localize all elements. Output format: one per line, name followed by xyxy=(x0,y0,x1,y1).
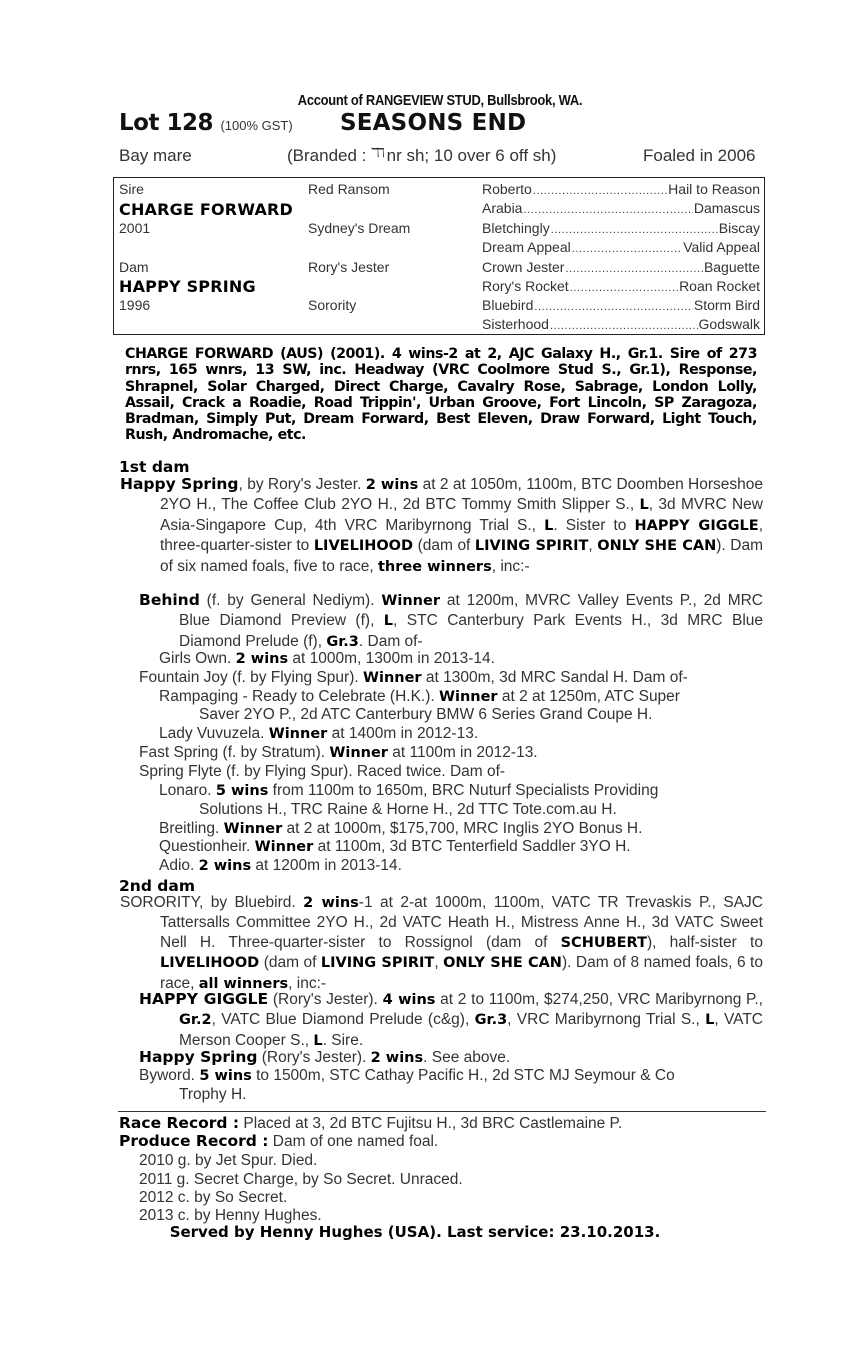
text: Rampaging - Ready to Celebrate (H.K.). xyxy=(159,688,439,705)
colour-sex: Bay mare xyxy=(119,146,192,165)
bold-text: all winners xyxy=(198,975,289,992)
progeny-entry-girls-own xyxy=(159,649,495,669)
race-record xyxy=(119,1114,622,1133)
leader-dots xyxy=(534,297,693,313)
pedigree-gen3-row xyxy=(482,239,760,258)
sire-year: 2001 xyxy=(119,220,151,236)
text: , VRC Maribyrnong Trial S., xyxy=(507,1011,706,1029)
pedigree-gen3-row xyxy=(482,297,760,316)
race-record-text: Placed at 3, 2d BTC Fujitsu H., 3d BRC Castlemaine P. xyxy=(239,1115,623,1132)
leader-dots xyxy=(570,278,678,294)
text: at 1100m, 3d BTC Tenterfield Saddler 3YO H. xyxy=(313,838,631,855)
bold-text: three winners xyxy=(377,558,492,575)
leader-dots xyxy=(572,239,682,255)
bold-text: L xyxy=(383,613,394,630)
text: , three-quarter-sister to xyxy=(160,516,763,555)
dam-name: Happy Spring xyxy=(120,475,239,493)
text: , inc:- xyxy=(491,557,530,575)
bold-text: L xyxy=(639,497,649,514)
bold-text: 2 wins xyxy=(198,858,252,874)
produce-item: 2012 c. by So Secret. xyxy=(139,1189,288,1206)
bold-text: Winner xyxy=(254,839,314,855)
horse-name: SEASONS END xyxy=(340,110,527,136)
sire-label: Sire xyxy=(119,181,144,197)
text: , 3d MVRC New Asia-Singapore Cup, 4th VRC Maribyrnong Trial S., xyxy=(160,496,763,534)
text: . Dam of- xyxy=(358,632,423,650)
text: (dam of xyxy=(413,537,475,555)
text: . See above. xyxy=(423,1049,511,1066)
bold-text: L xyxy=(705,1012,715,1029)
progeny-name: Happy Spring xyxy=(139,1048,258,1066)
bold-text: Winner xyxy=(268,726,328,742)
text: at 1200m, MVRC Valley Events P., 2d MRC Blue Diamond Preview (f), xyxy=(179,592,763,630)
first-dam-heading: 1st dam xyxy=(119,458,190,476)
brand-mark-icon: ℸℸ xyxy=(371,146,382,161)
bold-text: LIVELIHOOD xyxy=(160,955,260,972)
text: at 2 at 1050m, 1100m, BTC Doomben Horseshoe 2YO H., The Coffee Club 2YO H., 2d BTC Tommy Smith Slipper S., xyxy=(160,476,763,514)
pedigree-gen2: Rory's Jester xyxy=(308,259,390,275)
bold-text: Winner xyxy=(329,745,388,761)
bold-text: Winner xyxy=(381,593,440,609)
brand-description xyxy=(287,146,556,166)
bold-text: 2 wins xyxy=(303,895,359,911)
gen3-horse: Roberto xyxy=(482,181,532,197)
text: , VATC Merson Cooper S., xyxy=(179,1011,764,1049)
pedigree-table xyxy=(113,177,765,335)
text: at 1300m, 3d MRC Sandal H. Dam of- xyxy=(421,669,688,686)
progeny-entry-lonaro xyxy=(159,781,763,801)
progeny-entry-lady-vuvuzela xyxy=(159,724,478,744)
foaled-year: Foaled in 2006 xyxy=(643,146,756,165)
pedigree-gen2: Red Ransom xyxy=(308,181,390,197)
bold-text: Winner xyxy=(223,821,283,837)
leader-dots xyxy=(551,220,718,236)
bold-text: 5 wins xyxy=(215,783,269,799)
progeny-name: HAPPY GIGGLE xyxy=(139,990,269,1008)
text: Girls Own. xyxy=(159,650,236,667)
text: . Sire. xyxy=(322,1031,364,1049)
text: ). Dam of 8 named foals, 6 to race, xyxy=(160,954,763,992)
progeny-entry-happy-giggle xyxy=(139,990,763,1051)
pedigree-gen3-row xyxy=(482,220,760,239)
first-dam-entry xyxy=(120,475,763,577)
text: (dam of xyxy=(259,954,321,972)
text: at 1100m in 2012-13. xyxy=(387,744,538,761)
progeny-name: Behind xyxy=(139,591,200,609)
leader-dots xyxy=(550,316,698,332)
text: at 1000m, 1300m in 2013-14. xyxy=(288,650,495,667)
text: Adio. xyxy=(159,857,199,874)
bold-text: LIVING SPIRIT xyxy=(320,955,435,972)
produce-record-label: Produce Record : xyxy=(119,1132,269,1150)
gen3-sire: Baguette xyxy=(703,259,760,275)
gen3-horse: Bletchingly xyxy=(482,220,550,236)
bold-text: 5 wins xyxy=(199,1068,252,1084)
section-divider xyxy=(118,1111,766,1112)
gen3-horse: Dream Appeal xyxy=(482,239,571,255)
service-note: Served by Henny Hughes (USA). Last service: 23.10.2013. xyxy=(169,1223,661,1241)
progeny-entry-fountain-joy xyxy=(139,668,688,688)
bold-text: Winner xyxy=(362,670,422,686)
gen3-sire: Damascus xyxy=(693,200,760,216)
progeny-entry-spring-flyte: Spring Flyte (f. by Flying Spur). Raced twice. Dam of- xyxy=(139,763,506,780)
bold-text: Gr.3 xyxy=(326,633,359,650)
bold-text: Gr.3 xyxy=(474,1012,508,1029)
dam-name: HAPPY SPRING xyxy=(119,277,256,296)
text: Fast Spring (f. by Stratum). xyxy=(139,744,330,761)
text: Byword. xyxy=(139,1067,200,1084)
bold-text: 2 wins xyxy=(235,651,289,667)
text: , xyxy=(588,537,598,555)
second-dam-heading: 2nd dam xyxy=(119,877,196,895)
dam-year: 1996 xyxy=(119,297,151,313)
gst-note: (100% GST) xyxy=(220,118,293,133)
gen3-sire: Godswalk xyxy=(698,316,760,332)
bold-text: ONLY SHE CAN xyxy=(597,538,717,555)
brand-suffix: nr sh; 10 over 6 off sh) xyxy=(386,146,557,165)
text: Breitling. xyxy=(159,820,224,837)
bold-text: LIVING SPIRIT xyxy=(474,538,589,555)
bold-text: ONLY SHE CAN xyxy=(443,955,562,972)
produce-item: 2010 g. by Jet Spur. Died. xyxy=(139,1152,318,1169)
gen3-horse: Crown Jester xyxy=(482,259,565,275)
gen3-horse: Rory's Rocket xyxy=(482,278,569,294)
produce-item: 2011 g. Secret Charge, by So Secret. Unraced. xyxy=(139,1171,463,1188)
pedigree-gen3-row xyxy=(482,316,760,335)
pedigree-gen3-row xyxy=(482,200,760,219)
text: ), half-sister to xyxy=(646,933,763,951)
bold-text: 2 wins xyxy=(370,1050,424,1066)
text: at 1400m in 2012-13. xyxy=(327,725,479,742)
gen3-sire: Biscay xyxy=(718,220,760,236)
text: Lady Vuvuzela. xyxy=(159,725,269,742)
gen3-sire: Valid Appeal xyxy=(683,239,760,255)
progeny-entry-behind xyxy=(139,591,763,652)
text: -1 at 2-at 1000m, 1100m, VATC TR Trevaskis P., SAJC Tattersalls Committee 2YO H., 2d VATC Heath H., Mistress Anne H., 3d VATC Sweet Nell H. Three-quarter-sister to Rossignol (dam of xyxy=(160,894,763,951)
lot-line xyxy=(119,110,293,136)
text: , by Rory's Jester. xyxy=(238,476,366,493)
gen3-sire: Roan Rocket xyxy=(679,278,760,294)
text: , inc:- xyxy=(288,974,327,992)
text: at 1200m in 2013-14. xyxy=(251,857,402,874)
text: . Sister to xyxy=(553,516,635,534)
text: Lonaro. xyxy=(159,782,216,799)
progeny-entry-byword xyxy=(139,1066,763,1086)
bold-text: HAPPY GIGGLE xyxy=(634,517,759,534)
text: , STC Canterbury Park Events H., 3d MRC Blue Diamond Prelude (f), xyxy=(179,612,763,650)
bold-text: Winner xyxy=(438,689,498,705)
produce-item: 2013 c. by Henny Hughes. xyxy=(139,1207,322,1224)
text: SORORITY, by Bluebird. xyxy=(120,894,304,911)
text: at 2 at 1000m, $175,700, MRC Inglis 2YO Bonus H. xyxy=(282,820,643,837)
text: , xyxy=(434,954,444,972)
text: (f. by General Nediym). xyxy=(199,592,382,609)
leader-dots xyxy=(523,200,692,216)
second-dam-entry xyxy=(120,893,763,994)
progeny-entry-lonaro-cont: Solutions H., TRC Raine & Horne H., 2d TTC Tote.com.au H. xyxy=(199,801,617,818)
progeny-entry-questionheir xyxy=(159,837,631,857)
consignor-line: Account of RANGEVIEW STUD, Bullsbrook, WA. xyxy=(297,92,583,109)
pedigree-gen2: Sydney's Dream xyxy=(308,220,411,236)
progeny-entry-adio xyxy=(159,856,402,876)
pedigree-gen3-row xyxy=(482,181,760,200)
text: , VATC Blue Diamond Prelude (c&g), xyxy=(211,1011,475,1029)
leader-dots xyxy=(533,181,667,197)
produce-record-text: Dam of one named foal. xyxy=(268,1133,439,1150)
text: Questionheir. xyxy=(159,838,255,855)
bold-text: L xyxy=(544,517,554,534)
gen3-horse: Bluebird xyxy=(482,297,534,313)
text: Fountain Joy (f. by Flying Spur). xyxy=(139,669,363,686)
text: to 1500m, STC Cathay Pacific H., 2d STC MJ Seymour & Co xyxy=(251,1067,675,1084)
dam-label: Dam xyxy=(119,259,149,275)
text: at 2 at 1250m, ATC Super xyxy=(497,688,680,705)
brand-prefix: (Branded : xyxy=(287,146,367,165)
gen3-sire: Hail to Reason xyxy=(668,181,760,197)
bold-text: SCHUBERT xyxy=(560,934,647,951)
text: ). Dam of six named foals, five to race, xyxy=(160,537,763,575)
sire-summary: CHARGE FORWARD (AUS) (2001). 4 wins-2 at 2, AJC Galaxy H., Gr.1. Sire of 273 rnrs, 165 wnrs, 13 SW, inc. Headway (VRC Coolmore Stud S., Gr.1), Response, Shrapnel, Solar Charged, Direct Charge, Cavalry Rose, Sabrage, London Lolly, Assail, Crack a Roadie, Road Trippin', Urban Groove, Fort Lincoln, SP Zaragoza, Bradman, Simply Put, Dream Forward, Best Eleven, Draw Forward, Light Touch, Rush, Andromache, etc. xyxy=(125,346,757,444)
text: from 1100m to 1650m, BRC Nuturf Specialists Providing xyxy=(268,782,659,799)
lot-number: Lot 128 xyxy=(119,110,213,136)
text: (Rory's Jester). xyxy=(268,991,383,1008)
bold-text: 2 wins xyxy=(365,477,419,493)
bold-text: LIVELIHOOD xyxy=(313,538,414,555)
text: at 2 to 1100m, $274,250, VRC Maribyrnong P., xyxy=(435,991,763,1008)
pedigree-gen2: Sorority xyxy=(308,297,357,313)
race-record-label: Race Record : xyxy=(119,1114,240,1132)
sire-name: CHARGE FORWARD xyxy=(119,200,294,219)
progeny-entry-byword-cont: Trophy H. xyxy=(179,1086,247,1103)
progeny-entry-fast-spring xyxy=(139,743,538,763)
pedigree-gen3-row xyxy=(482,278,760,297)
gen3-sire: Storm Bird xyxy=(693,297,760,313)
bold-text: 4 wins xyxy=(382,992,436,1008)
produce-record xyxy=(119,1132,438,1151)
bold-text: Gr.2 xyxy=(179,1012,212,1029)
gen3-horse: Arabia xyxy=(482,200,523,216)
text: (Rory's Jester). xyxy=(257,1049,371,1066)
pedigree-gen3-row xyxy=(482,259,760,278)
leader-dots xyxy=(565,259,702,275)
gen3-horse: Sisterhood xyxy=(482,316,549,332)
progeny-entry-rampaging-cont: Saver 2YO P., 2d ATC Canterbury BMW 6 Series Grand Coupe H. xyxy=(199,706,653,723)
bold-text: L xyxy=(313,1032,323,1049)
